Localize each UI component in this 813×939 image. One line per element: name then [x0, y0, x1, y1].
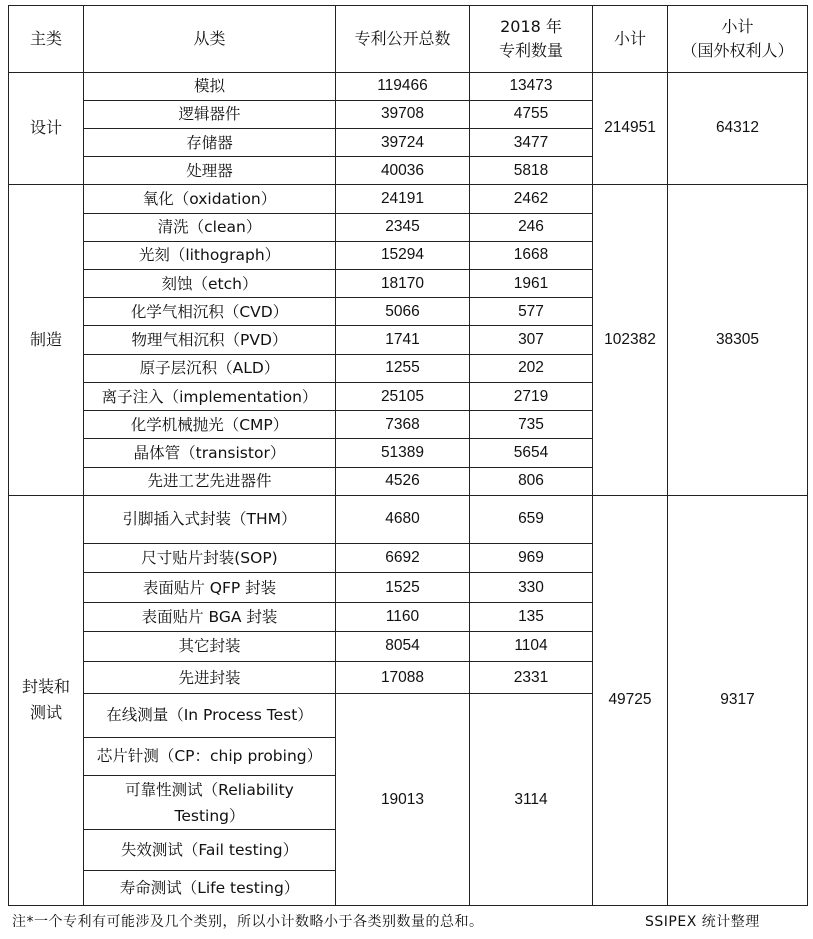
design-subtotal: 214951	[593, 72, 668, 185]
table-row: 在线测量（In Process Test） 19013 3114	[9, 694, 808, 737]
table-row: 光刻（lithograph） 15294 1668	[9, 241, 808, 269]
table-row: 物理气相沉积（PVD） 1741 307	[9, 326, 808, 354]
header-patents: 专利公开总数	[336, 6, 470, 73]
header-main: 主类	[9, 6, 84, 73]
category-design: 设计	[9, 72, 84, 185]
table-row: 处理器 40036 5818	[9, 157, 808, 185]
manufacturing-subtotal: 102382	[593, 185, 668, 495]
testing-2018: 3114	[470, 694, 593, 906]
table-row: 原子层沉积（ALD） 1255 202	[9, 354, 808, 382]
patent-statistics-table	[8, 5, 808, 906]
table-row: 其它封装 8054 1104	[9, 631, 808, 661]
packaging-subtotal: 49725	[593, 495, 668, 905]
table-row: 封装和 测试 引脚插入式封装（THM） 4680 659 49725 9317	[9, 495, 808, 543]
footnote: 注*一个专利有可能涉及几个类别，所以小计数略小于各类别数量的总和。	[12, 914, 484, 930]
testing-total: 19013	[336, 694, 470, 906]
table-row: 制造 氧化（oxidation） 24191 2462 102382 38305	[9, 185, 808, 213]
table-row: 尺寸贴片封装(SOP) 6692 969	[9, 544, 808, 573]
manufacturing-foreign: 38305	[668, 185, 808, 495]
packaging-foreign: 9317	[668, 495, 808, 905]
source-credit: SSIPEX 统计整理	[645, 914, 760, 930]
table-row: 晶体管（transistor） 51389 5654	[9, 439, 808, 467]
table-row: 可靠性测试（Reliability Testing）	[9, 775, 808, 829]
table-row: 清洗（clean） 2345 246	[9, 213, 808, 241]
table-row: 寿命测试（Life testing）	[9, 870, 808, 905]
table-row: 刻蚀（etch） 18170 1961	[9, 270, 808, 298]
table-row: 芯片针测（CP：chip probing）	[9, 737, 808, 775]
category-packaging-testing: 封装和 测试	[9, 495, 84, 905]
table-row: 化学机械抛光（CMP） 7368 735	[9, 411, 808, 439]
table-row: 设计 模拟 119466 13473 214951 64312	[9, 72, 808, 100]
header-2018: 2018 年 专利数量	[470, 6, 593, 73]
category-manufacturing: 制造	[9, 185, 84, 495]
table-row: 逻辑器件 39708 4755	[9, 100, 808, 128]
table-row: 表面贴片 BGA 封装 1160 135	[9, 602, 808, 631]
table-row: 存储器 39724 3477	[9, 128, 808, 156]
table-row: 先进工艺先进器件 4526 806	[9, 467, 808, 495]
header-subtotal: 小计	[593, 6, 668, 73]
table-row: 表面贴片 QFP 封装 1525 330	[9, 573, 808, 602]
header-sub: 从类	[84, 6, 336, 73]
table-row: 离子注入（implementation） 25105 2719	[9, 382, 808, 410]
table-row: 化学气相沉积（CVD） 5066 577	[9, 298, 808, 326]
table-row: 失效测试（Fail testing）	[9, 830, 808, 870]
design-foreign: 64312	[668, 72, 808, 185]
header-foreign: 小计 （国外权利人）	[668, 6, 808, 73]
table-row: 先进封装 17088 2331	[9, 662, 808, 694]
header-row	[9, 6, 808, 73]
